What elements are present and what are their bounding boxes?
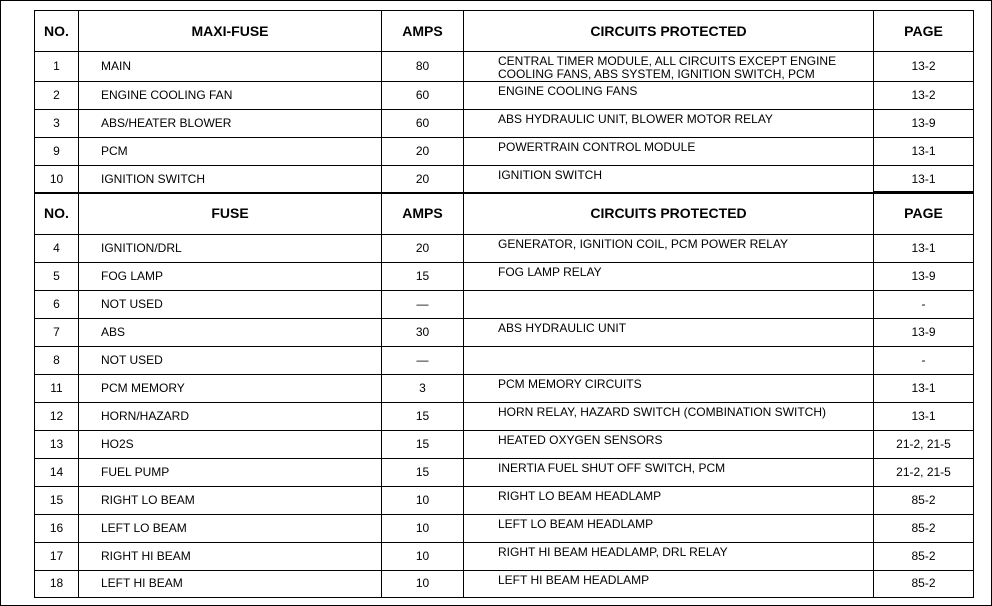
maxi-fuse-table — [34, 10, 974, 194]
circuits-protected: POWERTRAIN CONTROL MODULE — [464, 138, 874, 166]
circuits-protected: HORN RELAY, HAZARD SWITCH (COMBINATION SWITCH) — [464, 402, 874, 430]
fuse-number: 14 — [35, 458, 79, 486]
maxi-fuse-row — [35, 138, 974, 166]
fuse-name: FUEL PUMP — [79, 458, 382, 486]
page-reference: 13-9 — [874, 110, 974, 138]
fuse-amps: 20 — [382, 234, 464, 262]
circuits-protected: IGNITION SWITCH — [464, 166, 874, 194]
fuse-number: 2 — [35, 82, 79, 110]
page-reference: 13-1 — [874, 138, 974, 166]
fuse-amps: 80 — [382, 52, 464, 82]
fuse-number: 18 — [35, 570, 79, 597]
fuse-name: ABS/HEATER BLOWER — [79, 110, 382, 138]
fuse-name: ABS — [79, 318, 382, 346]
circuits-protected: RIGHT HI BEAM HEADLAMP, DRL RELAY — [464, 542, 874, 570]
page-reference: 21-2, 21-5 — [874, 430, 974, 458]
fuse-amps: 15 — [382, 458, 464, 486]
fuse-row — [35, 430, 974, 458]
fuse-number: 8 — [35, 346, 79, 374]
fuse-name: RIGHT HI BEAM — [79, 542, 382, 570]
page-reference: 13-1 — [874, 402, 974, 430]
fuse-number: 3 — [35, 110, 79, 138]
header-maxi-fuse: MAXI-FUSE — [79, 11, 382, 52]
fuse-name: RIGHT LO BEAM — [79, 486, 382, 514]
page-reference: 21-2, 21-5 — [874, 458, 974, 486]
fuse-row — [35, 234, 974, 262]
circuits-protected: HEATED OXYGEN SENSORS — [464, 430, 874, 458]
page-reference: 13-1 — [874, 234, 974, 262]
fuse-number: 11 — [35, 374, 79, 402]
fuse-number: 1 — [35, 52, 79, 82]
fuse-name: FOG LAMP — [79, 262, 382, 290]
fuse-number: 15 — [35, 486, 79, 514]
header-amps: AMPS — [382, 11, 464, 52]
fuse-name: NOT USED — [79, 346, 382, 374]
fuse-amps: — — [382, 290, 464, 318]
circuits-protected: LEFT LO BEAM HEADLAMP — [464, 514, 874, 542]
maxi-fuse-row — [35, 82, 974, 110]
fuse-header-row — [35, 192, 974, 234]
circuits-protected: ABS HYDRAULIC UNIT — [464, 318, 874, 346]
fuse-amps: 10 — [382, 570, 464, 597]
fuse-name: HORN/HAZARD — [79, 402, 382, 430]
fuse-row — [35, 318, 974, 346]
fuse-number: 5 — [35, 262, 79, 290]
fuse-amps: 10 — [382, 514, 464, 542]
fuse-number: 10 — [35, 166, 79, 194]
fuse-number: 13 — [35, 430, 79, 458]
page-reference: 13-9 — [874, 318, 974, 346]
circuits-protected: ENGINE COOLING FANS — [464, 82, 874, 110]
fuse-name: IGNITION SWITCH — [79, 166, 382, 194]
fuse-row — [35, 346, 974, 374]
fuse-amps: — — [382, 346, 464, 374]
circuits-protected — [464, 290, 874, 318]
fuse-row — [35, 542, 974, 570]
fuse-row — [35, 290, 974, 318]
header-page: PAGE — [874, 11, 974, 52]
fuse-number: 7 — [35, 318, 79, 346]
fuse-number: 12 — [35, 402, 79, 430]
circuits-protected: GENERATOR, IGNITION COIL, PCM POWER RELAY — [464, 234, 874, 262]
fuse-amps: 60 — [382, 110, 464, 138]
fuse-table — [34, 191, 974, 598]
page-reference: - — [874, 346, 974, 374]
fuse-amps: 15 — [382, 430, 464, 458]
page-reference: 85-2 — [874, 570, 974, 597]
page-reference: 13-2 — [874, 82, 974, 110]
page-reference: 85-2 — [874, 486, 974, 514]
fuse-amps: 3 — [382, 374, 464, 402]
page-reference: 13-1 — [874, 374, 974, 402]
fuse-amps: 10 — [382, 486, 464, 514]
circuits-protected — [464, 346, 874, 374]
fuse-row — [35, 262, 974, 290]
fuse-amps: 20 — [382, 166, 464, 194]
page-reference: 85-2 — [874, 514, 974, 542]
fuse-row — [35, 486, 974, 514]
fuse-amps: 15 — [382, 402, 464, 430]
fuse-name: NOT USED — [79, 290, 382, 318]
fuse-name: PCM MEMORY — [79, 374, 382, 402]
maxi-fuse-row — [35, 110, 974, 138]
page-reference: 13-2 — [874, 52, 974, 82]
fuse-name: IGNITION/DRL — [79, 234, 382, 262]
circuits-protected: PCM MEMORY CIRCUITS — [464, 374, 874, 402]
header-amps: AMPS — [382, 192, 464, 234]
fuse-name: PCM — [79, 138, 382, 166]
header-circuits-protected: CIRCUITS PROTECTED — [464, 11, 874, 52]
fuse-number: 9 — [35, 138, 79, 166]
fuse-amps: 30 — [382, 318, 464, 346]
circuits-protected: ABS HYDRAULIC UNIT, BLOWER MOTOR RELAY — [464, 110, 874, 138]
page-reference: 13-1 — [874, 166, 974, 194]
page-reference: 85-2 — [874, 542, 974, 570]
fuse-row — [35, 374, 974, 402]
header-fuse: FUSE — [79, 192, 382, 234]
fuse-number: 17 — [35, 542, 79, 570]
fuse-name: HO2S — [79, 430, 382, 458]
circuits-protected: CENTRAL TIMER MODULE, ALL CIRCUITS EXCEPT ENGINE COOLING FANS, ABS SYSTEM, IGNITION SWITCH, PCM — [464, 52, 874, 82]
header-circuits-protected: CIRCUITS PROTECTED — [464, 192, 874, 234]
fuse-number: 16 — [35, 514, 79, 542]
page-reference: 13-9 — [874, 262, 974, 290]
circuits-protected: LEFT HI BEAM HEADLAMP — [464, 570, 874, 597]
fuse-amps: 10 — [382, 542, 464, 570]
fuse-row — [35, 570, 974, 597]
circuits-protected: FOG LAMP RELAY — [464, 262, 874, 290]
fuse-name: MAIN — [79, 52, 382, 82]
fuse-number: 4 — [35, 234, 79, 262]
fuse-amps: 20 — [382, 138, 464, 166]
fuse-name: LEFT HI BEAM — [79, 570, 382, 597]
header-page: PAGE — [874, 192, 974, 234]
header-no: NO. — [35, 192, 79, 234]
circuits-protected: INERTIA FUEL SHUT OFF SWITCH, PCM — [464, 458, 874, 486]
page-reference: - — [874, 290, 974, 318]
fuse-name: ENGINE COOLING FAN — [79, 82, 382, 110]
circuits-protected: RIGHT LO BEAM HEADLAMP — [464, 486, 874, 514]
fuse-amps: 60 — [382, 82, 464, 110]
fuse-amps: 15 — [382, 262, 464, 290]
maxi-fuse-row — [35, 166, 974, 194]
maxi-fuse-header-row — [35, 11, 974, 52]
fuse-number: 6 — [35, 290, 79, 318]
fuse-row — [35, 514, 974, 542]
header-no: NO. — [35, 11, 79, 52]
maxi-fuse-row — [35, 52, 974, 82]
fuse-name: LEFT LO BEAM — [79, 514, 382, 542]
fuse-row — [35, 458, 974, 486]
fuse-row — [35, 402, 974, 430]
